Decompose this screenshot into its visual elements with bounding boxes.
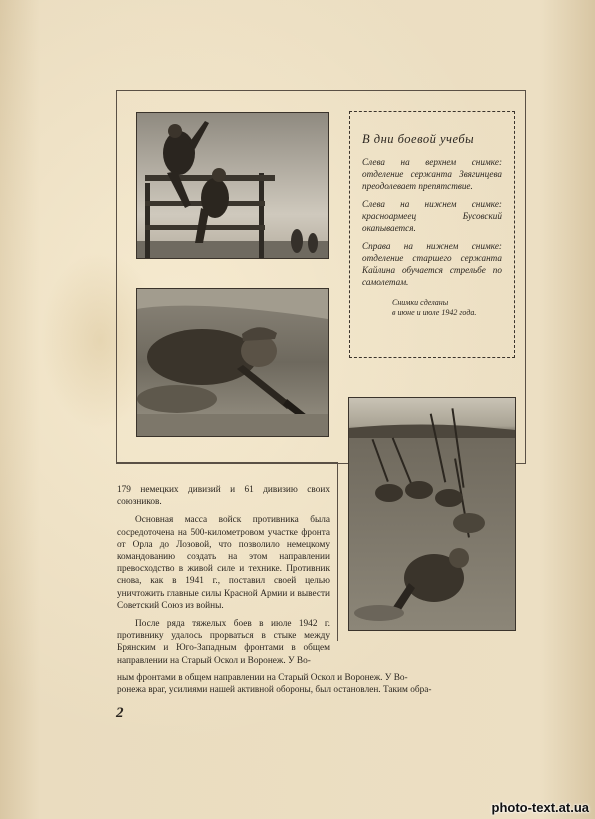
caption-title: В дни боевой учебы [362, 132, 475, 146]
body-text [117, 484, 330, 666]
body-paragraph-2: Основная масса войск противника была сосредоточена на 500-километровом участке фронта от Орла до Лозовой, что позволило немецкому командованию создать на этом направлении превосходство в живой силе и технике. Противник снова, как в 1941 г., поставил своей целью уничтожить главные силы Красной Армии и вывести Советский Союз из войны. [117, 515, 330, 611]
caption-box [349, 111, 515, 358]
body-line-full-1: ным фронтами в общем направлении на Старый Оскол и Воронеж. У Во- [117, 673, 408, 683]
caption-paragraph-2: Слева на нижнем снимке: красноармеец Бусовский окапывается. [362, 199, 502, 233]
photo-soldier-digging [136, 288, 329, 437]
page-number: 2 [116, 705, 124, 721]
caption-note-line-2: в июне и июле 1942 года. [392, 308, 477, 317]
body-paragraph-1: 179 немецких дивизий и 61 дивизию своих союзников. [117, 485, 330, 508]
body-paragraph-3 [117, 618, 330, 666]
caption-paragraph-3: Справа на нижнем снимке: отделение старшего сержанта Кайлина обучается стрельбе по самолетам. [362, 241, 502, 287]
photo-antiaircraft-training [348, 397, 516, 631]
body-paragraph-3-text: После ряда тяжелых боев в июле 1942 г. противнику удалось прорваться в стыке между Брянским и Юго-Западным фронтами в общем направлении на Старый Оскол и Воронеж. У Во- [117, 619, 330, 666]
caption-note-line-1: Снимки сделаны [392, 298, 449, 307]
body-line-full-2: ронежа враг, усилиями нашей активной обороны, был остановлен. Таким обра- [117, 685, 432, 695]
caption-note [362, 298, 502, 318]
watermark-text: photo-text.at.ua [491, 800, 589, 815]
photo-obstacle-course [136, 112, 329, 259]
caption-paragraph-1: Слева на верхнем снимке: отделение сержанта Звягинцева преодолевает препятствие. [362, 157, 502, 191]
